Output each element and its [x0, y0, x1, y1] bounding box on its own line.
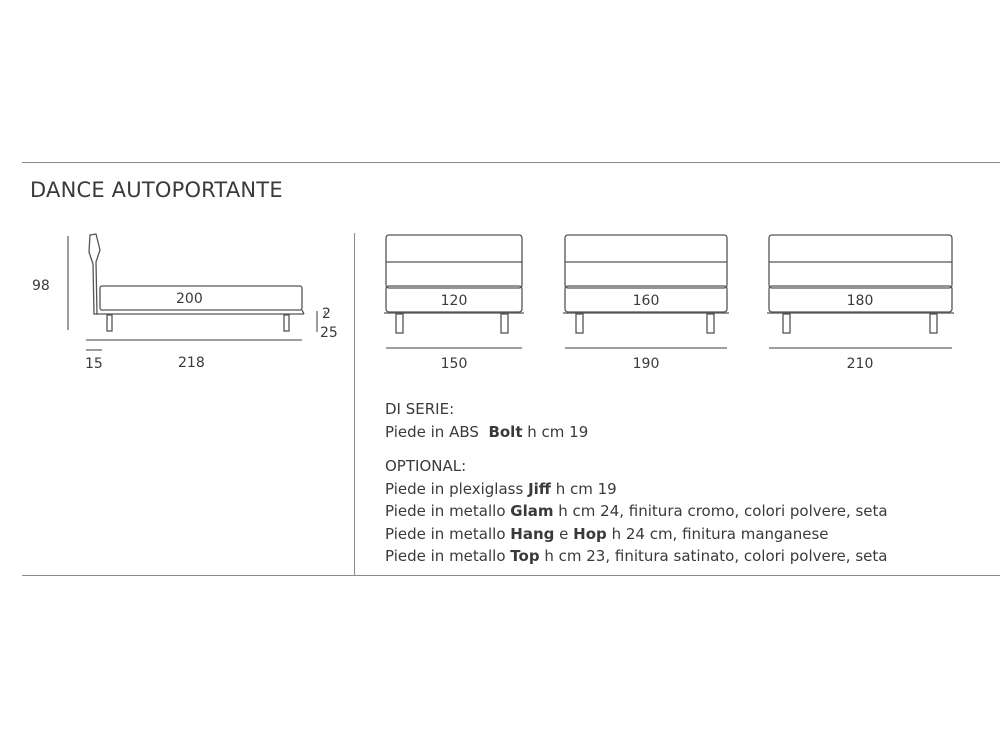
- optional-line-3: Piede in metallo Hang e Hop h 24 cm, finitura manganese: [385, 524, 829, 543]
- dim-leg-label: 25: [320, 325, 338, 341]
- headboard: [89, 234, 100, 314]
- leg-left: [783, 314, 790, 333]
- leg-right: [707, 314, 714, 333]
- front-view-3: [767, 235, 954, 348]
- optional-line-2: Piede in metallo Glam h cm 24, finitura cromo, colori polvere, seta: [385, 502, 888, 520]
- side-leg-right: [284, 315, 289, 331]
- mattress-width-label-2: 160: [632, 293, 660, 309]
- specifications: [385, 398, 888, 568]
- leg-left: [576, 314, 583, 333]
- total-length-label: 218: [178, 355, 205, 371]
- total-width-label-2: 190: [632, 356, 660, 372]
- di-serie-heading: DI SERIE:: [385, 400, 455, 418]
- di-serie-line-1: Piede in ABS Bolt h cm 19: [385, 422, 589, 441]
- mattress-width-label-1: 120: [440, 293, 468, 309]
- optional-line-4: Piede in metallo Top h cm 23, finitura satinato, colori polvere, seta: [385, 547, 888, 565]
- dim-top-label: 2: [322, 306, 331, 322]
- optional-heading: OPTIONAL:: [385, 457, 467, 475]
- mattress-length-label: 200: [176, 291, 203, 307]
- front-view-2: [563, 235, 729, 348]
- height-label: 98: [32, 278, 50, 294]
- mattress-width-label-3: 180: [846, 293, 874, 309]
- leg-left: [396, 314, 403, 333]
- leg-right: [501, 314, 508, 333]
- total-width-label-1: 150: [440, 356, 468, 372]
- product-title: DANCE AUTOPORTANTE: [30, 178, 283, 202]
- total-width-label-3: 210: [846, 356, 874, 372]
- optional-line-1: Piede in plexiglass Jiff h cm 19: [385, 479, 617, 498]
- headboard-depth-label: 15: [85, 356, 103, 372]
- leg-right: [930, 314, 937, 333]
- front-view-1: [384, 235, 524, 348]
- side-leg-left: [107, 315, 112, 331]
